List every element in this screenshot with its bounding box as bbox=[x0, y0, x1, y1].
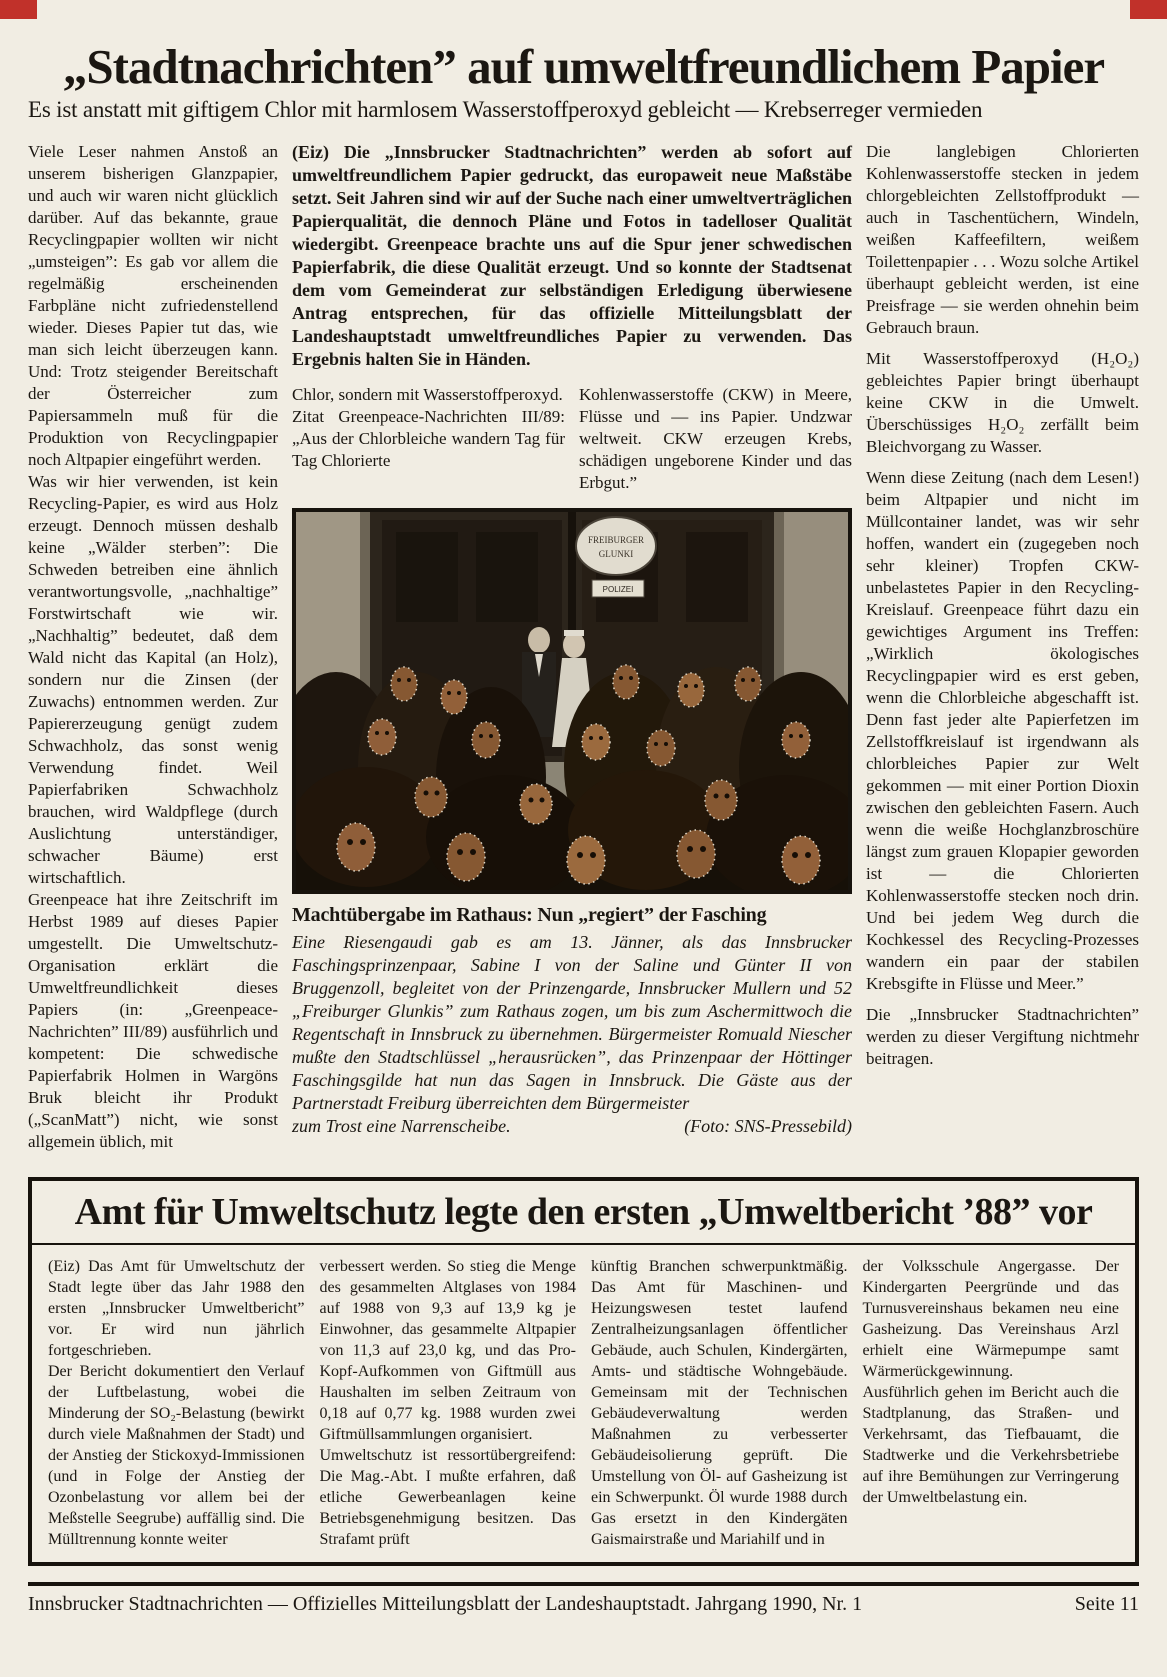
headline-rule bbox=[32, 1243, 1135, 1245]
subheadline: Es ist anstatt mit giftigem Chlor mit harmlosem Wasserstoffperoxyd gebleicht — Krebserreger vermieden bbox=[28, 96, 983, 122]
print-registration-mark-right bbox=[1130, 0, 1167, 19]
photo-sign-text-3: POLIZEI bbox=[602, 584, 634, 594]
left-column bbox=[28, 141, 278, 1153]
second-article-column-4 bbox=[863, 1256, 1120, 1550]
paragraph: Die „Innsbrucker Stadtnachrichten” werden zu dieser Vergiftung nichtmehr beitragen. bbox=[866, 1004, 1139, 1068]
main-article-body bbox=[28, 141, 1139, 1153]
center-subcolumn-left bbox=[292, 384, 565, 494]
article-header bbox=[28, 39, 1139, 123]
paragraph: (Eiz) Die „Innsbrucker Stadtnachrichten” werden ab sofort auf umweltfreundlichem Papier gedruckt, das europaweit neue Maßstäbe setzt. Seit Jahren sind wir auf der Suche nach einer umweltverträglichen Papierqualität, die dennoch Pläne und Fotos in tadelloser Qualität wiedergibt. Greenpeace brachte uns auf die Spur jener schwedischen Papierfabrik, die diese Qualität erzeugt. Und so konnte der Stadtsenat dem vom Gemeinderat zur selbständigen Erledigung überwiesene Antrag entsprechen, für das offizielle Mitteilungsblatt der Landeshauptstadt umweltfreundliches Papier zu verwenden. Das Ergebnis halten Sie in Händen. bbox=[292, 141, 852, 369]
paragraph: (Eiz) Das Amt für Umweltschutz der Stadt legte über das Jahr 1988 den ersten „Innsbrucker Umweltbericht” vor. Er wird nun jährlich fortgeschrieben. bbox=[48, 1257, 305, 1359]
second-article-column-1 bbox=[48, 1256, 305, 1550]
center-column-group bbox=[292, 141, 852, 1153]
article-photo bbox=[292, 508, 852, 894]
paragraph: Chlor, sondern mit Wasserstoffperoxyd. bbox=[292, 384, 563, 404]
paragraph: Mit Wasserstoffperoxyd (H₂O₂) gebleichtes Papier bringt überhaupt keine CKW in die Umwelt. Überschüssiges H₂O₂ zerfällt beim Bleichvorgang zu Wasser. bbox=[866, 348, 1139, 456]
center-subcolumn-right bbox=[579, 384, 852, 494]
footer-page-number: Seite 11 bbox=[1074, 1592, 1139, 1615]
photo-caption-text: Eine Riesengaudi gab es am 13. Jänner, als das Innsbrucker Faschingsprinzenpaar, Sabine I von der Saline und Günter II von Bruggenzoll, begleitet von der Prinzengarde, Innsbrucker Mullern und 52 „Freiburger Glunkis” zum Rathaus zogen, um bis zum Aschermittwoch die Regentschaft in Innsbruck zu übernehmen. Bürgermeister Romuald Niescher mußte den Stadtschlüssel „herausrücken”, das Prinzenpaar der Höttinger Faschingsgilde hat nun das Sagen in Innsbruck. Die Gäste aus der Partnerstadt Freiburg überreichten dem Bürgermeister bbox=[292, 931, 852, 1113]
paragraph: der Volksschule Angergasse. Der Kindergarten Peergründe und das Turnusvereinshaus bekamen neu eine Gasheizung. Das Vereinshaus Arzl erhielt eine Wärmepumpe samt Wärmerückgewinnung. bbox=[862, 1257, 1119, 1380]
paragraph: Wenn diese Zeitung (nach dem Lesen!) beim Altpapier und nicht im Müllcontainer landet, was wir sehr hoffen, wandert ein (zugegeben noch sehr kleiner) Tropfen CKW-unbelastetes Papier in den Recycling-Kreislauf. Greenpeace führt dazu ein gewichtiges Argument ins Treffen: „Wirklich ökologisches Recyclingpapier wird es erst geben, wenn die Chlorbleiche abgeschafft ist. Denn fast jeder alte Papierfetzen im Zellstoffkreislauf ist irgendwann als chlorbleiches Papier zur Welt gekommen — mit einer Portion Dioxin zwischen den gebleichten Fasern. Auch wenn die weiße Hochglanzbroschüre längst zum grauen Klopapier geworden ist — die Chlorierten Kohlenwasserstoffe stecken noch drin. Und bei jedem Weg durch die Kochkessel des Recycling-Prozesses wandern ein paar der stabilen Krebsgifte in Flüsse und Meer.” bbox=[866, 467, 1139, 993]
main-headline: „Stadtnachrichten” auf umweltfreundlichem Papier bbox=[62, 39, 1105, 94]
photo-sign-text-1: FREIBURGER bbox=[587, 534, 645, 545]
paragraph: Umweltschutz ist ressortübergreifend: Die Mag.-Abt. I mußte erfahren, daß etliche Gewerbeanlagen keine Betriebsgenehmigung besitzen. Das Strafamt prüft bbox=[319, 1446, 576, 1548]
paragraph: Zitat Greenpeace-Nachrichten III/89: „Aus der Chlorbleiche wandern Tag für Tag Chlorierte bbox=[292, 406, 565, 470]
paragraph: Was wir hier verwenden, ist kein Recycling-Papier, es wird aus Holz erzeugt. Dennoch müssen deshalb keine „Wälder sterben”: Die Schweden betreiben eine ähnlich verantwortungsvolle, „nachhaltige” Forstwirtschaft wie wir. „Nachhaltig” bedeutet, daß dem Wald nicht das Kapital (an Holz), sondern nur die Zinsen (der Zuwachs) entnommen werden. Zur Papiererzeugung genügt zudem Schwachholz, das sonst wenig Verwendung findet. Weil Papierfabriken Schwachholz brauchen, wird Waldpflege (durch Auslichtung unterständiger, schwacher Bäume) erst wirtschaftlich. bbox=[28, 471, 278, 887]
paragraph: Die langlebigen Chlorierten Kohlenwasserstoffe stecken in jedem chlorgebleichten Zellstoffprodukt — auch in Taschentüchern, Windeln, weißen Kaffeefiltern, weißem Toilettenpapier . . . Wozu solche Artikel überhaupt gebleicht werden, ist eine Preisfrage — sie werden ohnehin beim Gebrauch braun. bbox=[866, 141, 1139, 337]
center-subcolumns bbox=[292, 384, 852, 494]
second-article-body bbox=[48, 1256, 1119, 1550]
photo-sign-text-2: GLUNKI bbox=[598, 548, 634, 559]
paragraph: Ausführlich gehen im Bericht auch die Stadtplanung, das Straßen- und Verkehrsamt, das Tiefbauamt, die Stadtwerke und die Verkehrsbetriebe auf ihre Bemühungen zur Verringerung der Umweltbelastung ein. bbox=[862, 1383, 1119, 1506]
right-column bbox=[866, 141, 1139, 1153]
print-registration-mark-left bbox=[0, 0, 37, 19]
carnival-photo-illustration bbox=[296, 512, 848, 890]
paragraph: verbessert werden. So stieg die Menge des gesammelten Altglases von 1984 auf 1988 von 9,3 auf 13,9 kg je Einwohner, das gesammelte Altpapier von 11,3 auf 23,0 kg, und das Pro-Kopf-Aufkommen von Giftmüll aus Haushalten im selben Zeitraum von 0,18 auf 0,77 kg. 1988 wurden zwei Giftmüllsammlungen organisiert. bbox=[319, 1257, 576, 1443]
paragraph: künftig Branchen schwerpunktmäßig. Das Amt für Maschinen- und Heizungswesen testet laufend Zentralheizungsanlagen öffentlicher Gebäude, auch Schulen, Kindergärten, Amts- und städtische Wohngebäude. Gemeinsam mit der Technischen Gebäudeverwaltung werden Maßnahmen zu verbesserter Gebäudeisolierung geprüft. Die Umstellung von Öl- auf Gasheizung ist ein Schwerpunkt. Öl wurde 1988 durch Gas ersetzt in den Kindergäten Gaismairstraße und Mariahilf und in bbox=[591, 1257, 848, 1548]
paragraph: Greenpeace hat ihre Zeitschrift im Herbst 1989 auf dieses Papier umgestellt. Die Umweltschutz-Organisation erklärt die Umweltfreundlichkeit dieses Papiers (in: „Greenpeace-Nachrichten” III/89) ausführlich und kompetent: Die schwedische Papierfabrik Holmen in Wargöns Bruk bleicht ihr Produkt („ScanMatt”) nicht, wie sonst allgemein üblich, mit bbox=[28, 889, 278, 1151]
photo-caption-last-line bbox=[292, 1115, 852, 1138]
photo-caption-title: Machtübergabe im Rathaus: Nun „regiert” der Fasching bbox=[292, 903, 767, 926]
paragraph: Viele Leser nahmen Anstoß an unserem bisherigen Glanzpapier, und auch wir waren nicht glücklich darüber. Auf das bekannte, graue Recyclingpapier wollten wir nicht „umsteigen”: Es gab vor allem die regelmäßig erscheinenden Farbpläne nicht zufriedenstellend wieder. Dieses Papier tut das, wie man sich leicht überzeugen kann. Und: Trotz steigender Bereitschaft der Österreicher zum Papiersammeln muß für die Produktion von Recyclingpapier noch Altpapier eingeführt werden. bbox=[28, 141, 278, 469]
second-article bbox=[28, 1177, 1139, 1566]
paragraph: Der Bericht dokumentiert den Verlauf der Luftbelastung, wobei die Minderung der SO₂-Belastung (bewirkt durch viele Maßnahmen der Stadt) und der Anstieg der Stickoxyd-Immissionen (und in Folge der Anstieg der Ozonbelastung vor allem bei der Meßstelle Seegrube) auffällig sind. Die Mülltrennung konnte weiter bbox=[48, 1362, 305, 1548]
second-article-headline: Amt für Umweltschutz legte den ersten „Umweltbericht ’88” vor bbox=[74, 1190, 1093, 1233]
photo-caption-end: zum Trost eine Narrenscheibe. bbox=[292, 1115, 511, 1136]
second-article-column-2 bbox=[320, 1256, 577, 1550]
second-article-column-3 bbox=[591, 1256, 848, 1550]
page-footer bbox=[28, 1582, 1139, 1616]
footer-imprint: Innsbrucker Stadtnachrichten — Offizielles Mitteilungsblatt der Landeshauptstadt. Jahrgang 1990, Nr. 1 bbox=[28, 1592, 863, 1615]
lead-paragraph bbox=[292, 141, 852, 371]
photo-credit: (Foto: SNS-Pressebild) bbox=[684, 1115, 852, 1136]
paragraph: Kohlenwasserstoffe (CKW) in Meere, Flüsse und — ins Papier. Undzwar weltweit. CKW erzeugen Krebs, schädigen ungeborene Kinder und das Erbgut.” bbox=[579, 384, 852, 492]
page-content bbox=[0, 39, 1167, 1566]
photo-sepia-overlay bbox=[296, 512, 848, 890]
